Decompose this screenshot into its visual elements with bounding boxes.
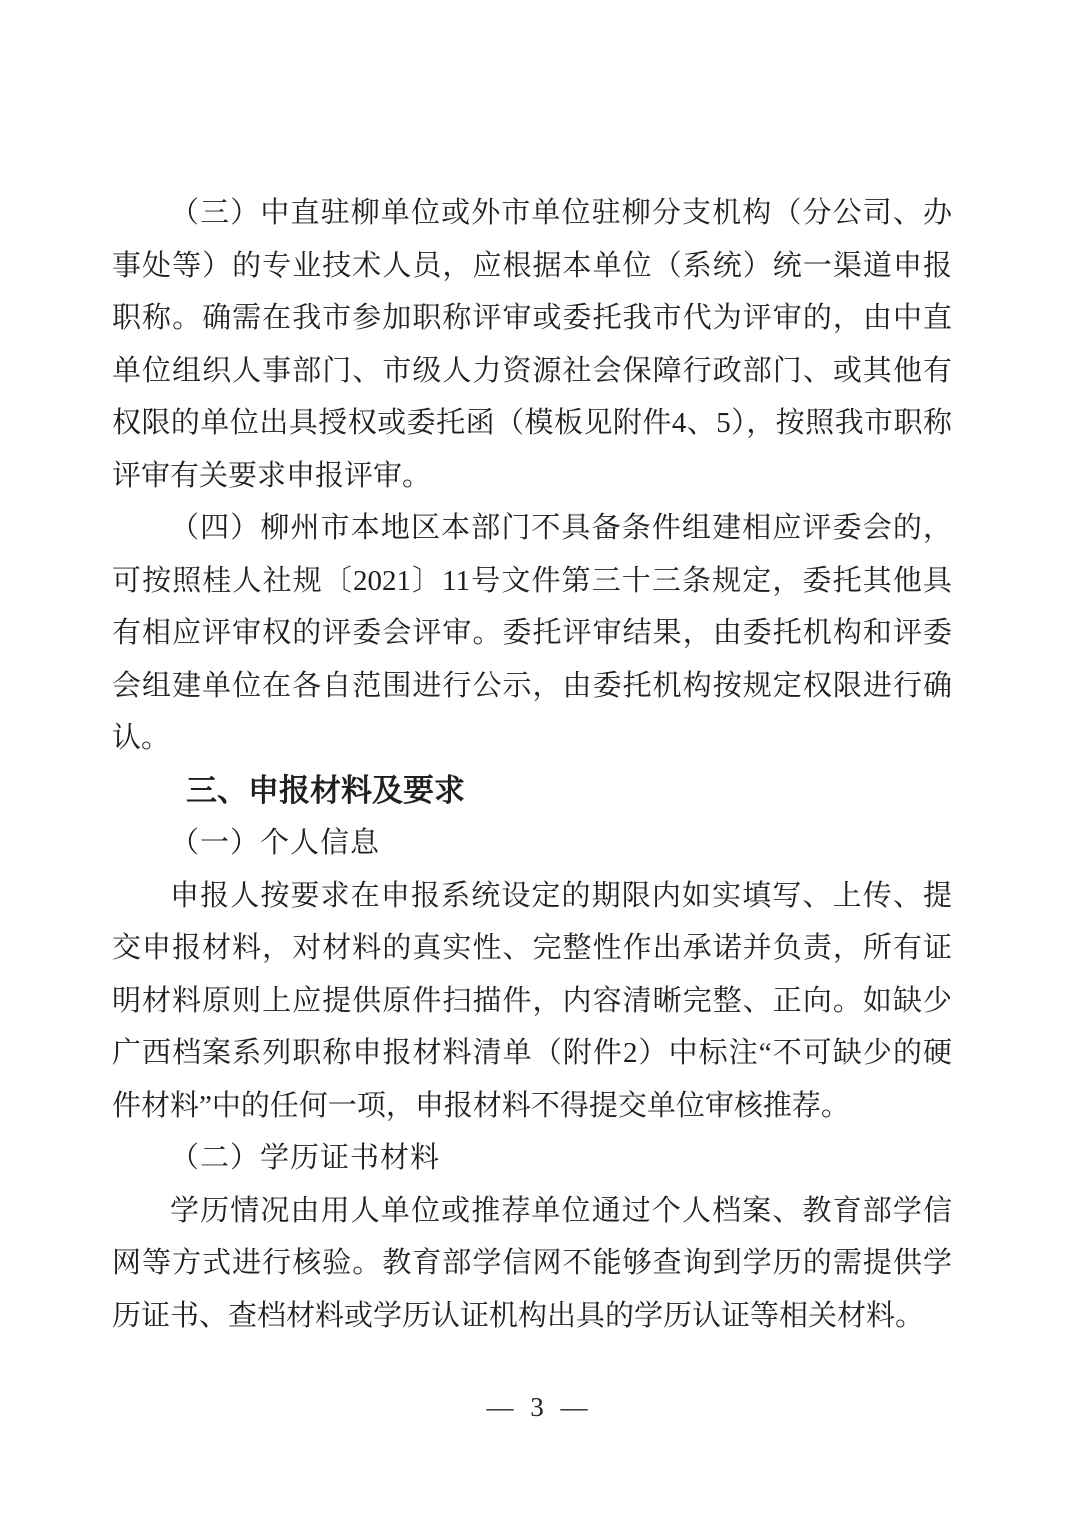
paragraph-3-line-5: 权限的单位出具授权或委托函（模板见附件4、5），按照我市职称	[112, 407, 952, 439]
paragraph-edu-line-2: 网等方式进行核验。教育部学信网不能够查询到学历的需提供学	[112, 1247, 952, 1279]
subsection-heading-2: （二）学历证书材料	[170, 1142, 441, 1174]
paragraph-edu-line-1: 学历情况由用人单位或推荐单位通过个人档案、教育部学信	[170, 1194, 952, 1227]
paragraph-4-line-5: 认。	[112, 722, 171, 754]
document-body	[112, 187, 952, 1342]
paragraph-4-line-2: 可按照桂人社规〔2021〕11号文件第三十三条规定，委托其他具	[112, 564, 952, 597]
subsection-heading-1: （一）个人信息	[170, 827, 381, 859]
paragraph-personal-line-5: 件材料”中的任何一项，申报材料不得提交单位审核推荐。	[112, 1089, 850, 1122]
paragraph-3-line-1: （三）中直驻柳单位或外市单位驻柳分支机构（分公司、办	[170, 197, 952, 229]
paragraph-3-line-3: 职称。确需在我市参加职称评审或委托我市代为评审的，由中直	[112, 302, 952, 334]
paragraph-4-line-3: 有相应评审权的评委会评审。委托评审结果，由委托机构和评委	[112, 617, 952, 649]
paragraph-4-line-1: （四）柳州市本地区本部门不具备条件组建相应评委会的，	[170, 512, 952, 544]
paragraph-edu-line-3: 历证书、查档材料或学历认证机构出具的学历认证等相关材料。	[112, 1299, 925, 1332]
page-number: — 3 —	[486, 1392, 588, 1422]
paragraph-3-line-4: 单位组织人事部门、市级人力资源社会保障行政部门、或其他有	[112, 354, 952, 387]
paragraph-personal-line-3: 明材料原则上应提供原件扫描件，内容清晰完整、正向。如缺少	[112, 984, 952, 1017]
paragraph-3-line-2: 事处等）的专业技术人员，应根据本单位（系统）统一渠道申报	[112, 249, 952, 282]
paragraph-personal-line-2: 交申报材料，对材料的真实性、完整性作出承诺并负责，所有证	[112, 932, 952, 964]
paragraph-personal-line-1: 申报人按要求在申报系统设定的期限内如实填写、上传、提	[170, 879, 952, 912]
section-heading-3: 三、申报材料及要求	[186, 772, 465, 808]
paragraph-4-line-4: 会组建单位在各自范围进行公示，由委托机构按规定权限进行确	[112, 669, 952, 702]
paragraph-personal-line-4: 广西档案系列职称申报材料清单（附件2）中标注“不可缺少的硬	[112, 1037, 952, 1069]
paragraph-3-line-6: 评审有关要求申报评审。	[112, 459, 432, 492]
